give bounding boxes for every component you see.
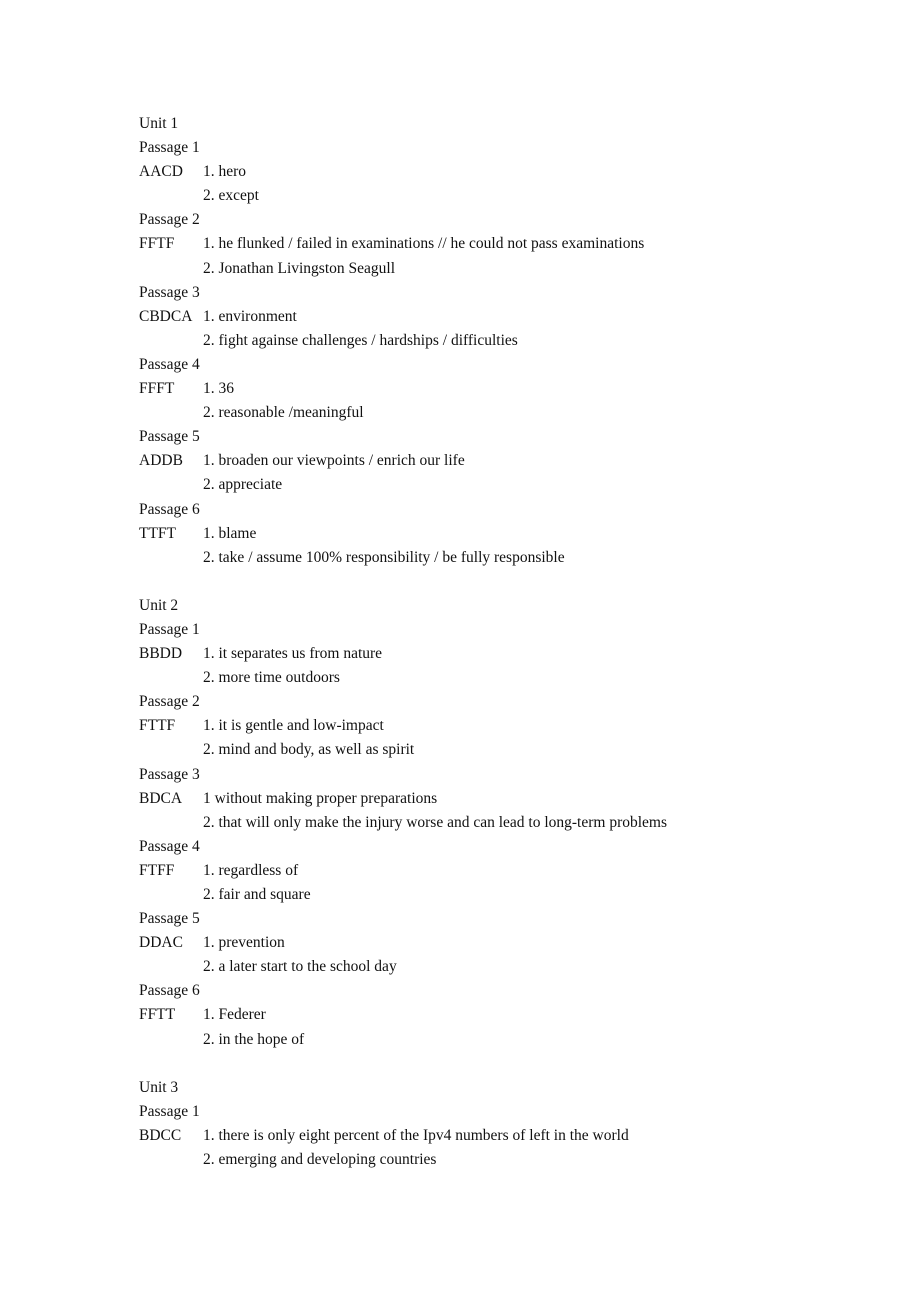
answer-line	[139, 160, 879, 184]
answer-line	[139, 305, 879, 329]
answer-line	[139, 257, 879, 281]
passage-title: Passage 5	[139, 428, 200, 446]
short-answer: 1. it is gentle and low-impact	[203, 717, 384, 735]
short-answer: 1. prevention	[203, 934, 285, 952]
answer-key: FFTF	[139, 235, 175, 253]
short-answer: 2. fair and square	[203, 886, 311, 903]
answer-key: FFTT	[139, 1006, 176, 1024]
short-answer: 2. fight againse challenges / hardships / difficulties	[203, 331, 518, 349]
short-answer: 1. environment	[203, 307, 297, 325]
short-answer: 2. mind and body, as well as spirit	[203, 741, 415, 759]
answer-line	[139, 931, 879, 955]
short-answer: 2. except	[203, 187, 259, 205]
answer-key: BDCC	[139, 1126, 182, 1144]
unit-title: Unit 1	[139, 115, 179, 132]
answer-line	[139, 1124, 879, 1148]
passage-title: Passage 4	[139, 837, 200, 855]
passage-title: Passage 5	[139, 910, 200, 928]
short-answer: 2. more time outdoors	[203, 669, 340, 687]
answer-key-document	[139, 112, 879, 1172]
short-answer: 1. there is only eight percent of the Ipv4 numbers of left in the world	[203, 1126, 629, 1144]
answer-key: ADDB	[139, 452, 183, 470]
unit-title: Unit 3	[139, 1078, 179, 1096]
passage-title: Passage 2	[139, 211, 200, 229]
answer-key: CBDCA	[139, 307, 193, 325]
answer-key: AACD	[139, 163, 183, 181]
answer-line	[139, 546, 879, 570]
short-answer: 1. Federer	[203, 1006, 266, 1024]
passage-title: Passage 2	[139, 693, 200, 711]
short-answer: 2. in the hope of	[203, 1030, 305, 1048]
short-answer: 2. Jonathan Livingston Seagull	[203, 259, 396, 277]
answer-key: FFFT	[139, 380, 175, 398]
passage-title: Passage 4	[139, 355, 200, 373]
answer-line	[139, 811, 879, 835]
passage-title: Passage 6	[139, 982, 200, 1000]
answer-line	[139, 1148, 879, 1172]
answer-key: BDCA	[139, 789, 183, 807]
short-answer: 2. take / assume 100% responsibility / be fully responsible	[203, 548, 565, 566]
answer-line	[139, 232, 879, 256]
short-answer: 1. blame	[203, 524, 257, 542]
short-answer: 1. 36	[203, 380, 234, 398]
answer-key: FTFF	[139, 861, 175, 879]
short-answer: 1. he flunked / failed in examinations // he could not pass examinations	[203, 235, 645, 253]
passage-title: Passage 3	[139, 765, 200, 783]
answer-line	[139, 859, 879, 883]
answer-line	[139, 473, 879, 497]
answer-line	[139, 1028, 879, 1052]
answer-key: TTFT	[139, 524, 177, 542]
passage-title: Passage 6	[139, 500, 200, 518]
short-answer: 1. regardless of	[203, 861, 299, 879]
short-answer: 1 without making proper preparations	[203, 789, 438, 807]
answer-line	[139, 955, 879, 979]
answer-line	[139, 329, 879, 353]
short-answer: 2. emerging and developing countries	[203, 1151, 437, 1169]
passage-title: Passage 1	[139, 139, 200, 157]
section-gap	[139, 570, 879, 594]
short-answer: 2. reasonable /meaningful	[203, 404, 364, 422]
short-answer: 1. hero	[203, 163, 247, 181]
short-answer: 2. appreciate	[203, 476, 283, 494]
short-answer: 2. a later start to the school day	[203, 958, 397, 976]
answer-line	[139, 401, 879, 425]
answer-line	[139, 377, 879, 401]
answer-line	[139, 714, 879, 738]
answer-line	[139, 787, 879, 811]
answer-line	[139, 449, 879, 473]
passage-title: Passage 3	[139, 283, 200, 301]
answer-key: DDAC	[139, 934, 183, 952]
short-answer: 2. that will only make the injury worse and can lead to long-term problems	[203, 813, 668, 831]
answer-key: BBDD	[139, 645, 183, 663]
answer-line	[139, 184, 879, 208]
short-answer: 1. broaden our viewpoints / enrich our life	[203, 452, 465, 470]
short-answer: 1. it separates us from nature	[203, 645, 383, 663]
section-gap	[139, 1052, 879, 1076]
answer-line	[139, 522, 879, 546]
answer-line	[139, 1003, 879, 1027]
passage-title: Passage 1	[139, 1102, 200, 1120]
answer-line	[139, 666, 879, 690]
answer-line	[139, 883, 879, 907]
answer-line	[139, 642, 879, 666]
passage-title: Passage 1	[139, 620, 200, 638]
answer-line	[139, 738, 879, 762]
unit-title: Unit 2	[139, 596, 179, 614]
answer-key: FTTF	[139, 717, 176, 735]
